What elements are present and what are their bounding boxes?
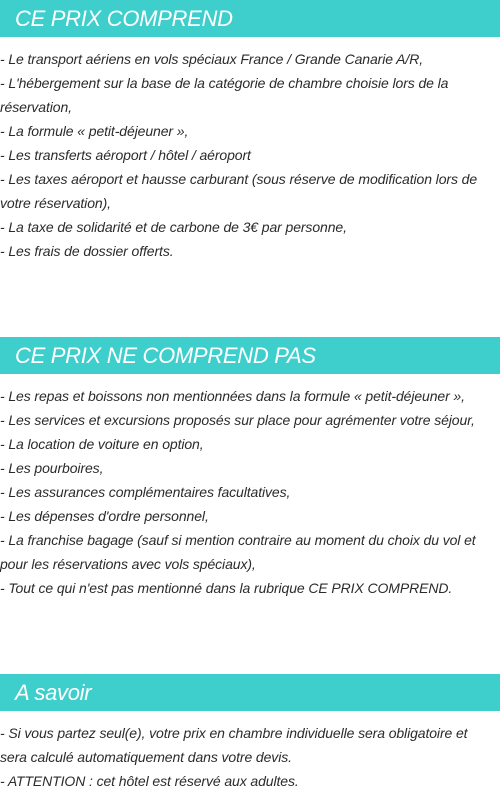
section-header (0, 337, 500, 374)
section-good-to-know (0, 674, 500, 793)
list-item: - Les pourboires, (0, 460, 104, 476)
list-item: - Les dépenses d'ordre personnel, (0, 508, 209, 524)
list-item: - La location de voiture en option, (0, 436, 204, 452)
list-item: - Le transport aériens en vols spéciaux France / Grande Canarie A/R, (0, 51, 424, 67)
good-to-know-list (0, 711, 500, 793)
list-item: - Tout ce qui n'est pas mentionné dans la rubrique CE PRIX COMPREND. (0, 580, 453, 596)
list-item: - Les repas et boissons non mentionnées dans la formule « petit-déjeuner », (0, 388, 465, 404)
included-list (0, 37, 500, 263)
section-title: CE PRIX COMPREND (15, 5, 233, 31)
list-item: - L'hébergement sur la base de la catégorie de chambre choisie lors de la réservation, (0, 75, 449, 115)
list-item: - Les transferts aéroport / hôtel / aéroport (0, 147, 251, 163)
list-item: - La formule « petit-déjeuner », (0, 123, 189, 139)
list-item: - ATTENTION : cet hôtel est réservé aux adultes. (0, 773, 299, 789)
list-item: - Les taxes aéroport et hausse carburant (sous réserve de modification lors de votre réservation), (0, 171, 478, 211)
list-item: - La taxe de solidarité et de carbone de 3€ par personne, (0, 219, 347, 235)
section-title: A savoir (15, 679, 92, 705)
section-header (0, 0, 500, 37)
list-item: - Les services et excursions proposés sur place pour agrémenter votre séjour, (0, 412, 475, 428)
section-title: CE PRIX NE COMPREND PAS (15, 342, 316, 368)
not-included-list (0, 374, 500, 600)
section-not-included (0, 337, 500, 600)
list-item: - Si vous partez seul(e), votre prix en chambre individuelle sera obligatoire et sera calculé automatiquement dans votre devis. (0, 725, 468, 765)
list-item: - La franchise bagage (sauf si mention contraire au moment du choix du vol et pour les réservations avec vols spéciaux), (0, 532, 476, 572)
section-header (0, 674, 500, 711)
list-item: - Les frais de dossier offerts. (0, 243, 174, 259)
list-item: - Les assurances complémentaires facultatives, (0, 484, 291, 500)
section-included (0, 0, 500, 263)
